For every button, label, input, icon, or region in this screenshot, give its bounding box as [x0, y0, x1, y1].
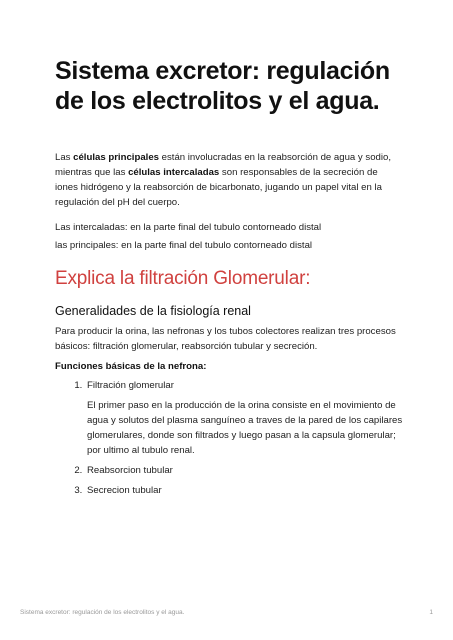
- list-item-description: El primer paso en la producción de la orina consiste en el movimiento de agua y solutos del plasma sanguíneo a traves de la pared de los capilares glomerulares, donde son filtrados y luego pasan a la capsula glomerular; por ultimo al tubulo renal.: [87, 400, 403, 456]
- intro-paragraph: [55, 150, 403, 210]
- document-page: [55, 56, 403, 503]
- line-principales: las principales: en la parte final del tubulo contorneado distal: [55, 240, 313, 251]
- section-heading: Explica la filtración Glomerular:: [55, 268, 311, 289]
- subsection-paragraph: Para producir la orina, las nefronas y los tubos colectores realizan tres procesos básicos: filtración glomerular, reabsorción tubular y secreción.: [55, 326, 396, 352]
- list-item: [85, 378, 403, 458]
- subsection-heading: Generalidades de la fisiología renal: [55, 304, 251, 318]
- list-item-label: Reabsorcion tubular: [87, 465, 173, 476]
- list-item-label: Secrecion tubular: [87, 485, 162, 496]
- intro-text-3: son responsables de la secreción de iones hidrógeno y la reabsorción de bicarbonato, jugando un papel vital en la regulación del pH del cuerpo.: [55, 167, 382, 208]
- intro-bold-principales: células principales: [73, 152, 159, 163]
- functions-list: [55, 378, 403, 498]
- page-footer: [20, 609, 433, 616]
- page-number: 1: [429, 609, 433, 616]
- functions-heading: Funciones básicas de la nefrona:: [55, 361, 207, 372]
- line-intercaladas: Las intercaladas: en la parte final del tubulo contorneado distal: [55, 222, 322, 233]
- list-item: [85, 463, 403, 478]
- list-item: [85, 483, 403, 498]
- page-title: Sistema excretor: regulación de los electrolitos y el agua.: [55, 57, 390, 115]
- intro-text-2: están involucradas en la reabsorción de agua y sodio, mientras que las: [55, 152, 391, 178]
- intro-bold-intercaladas: células intercaladas: [128, 167, 220, 178]
- list-item-label: Filtración glomerular: [87, 380, 174, 391]
- intro-text-1: Las: [55, 152, 74, 163]
- footer-title: Sistema excretor: regulación de los electrolitos y el agua.: [20, 609, 185, 616]
